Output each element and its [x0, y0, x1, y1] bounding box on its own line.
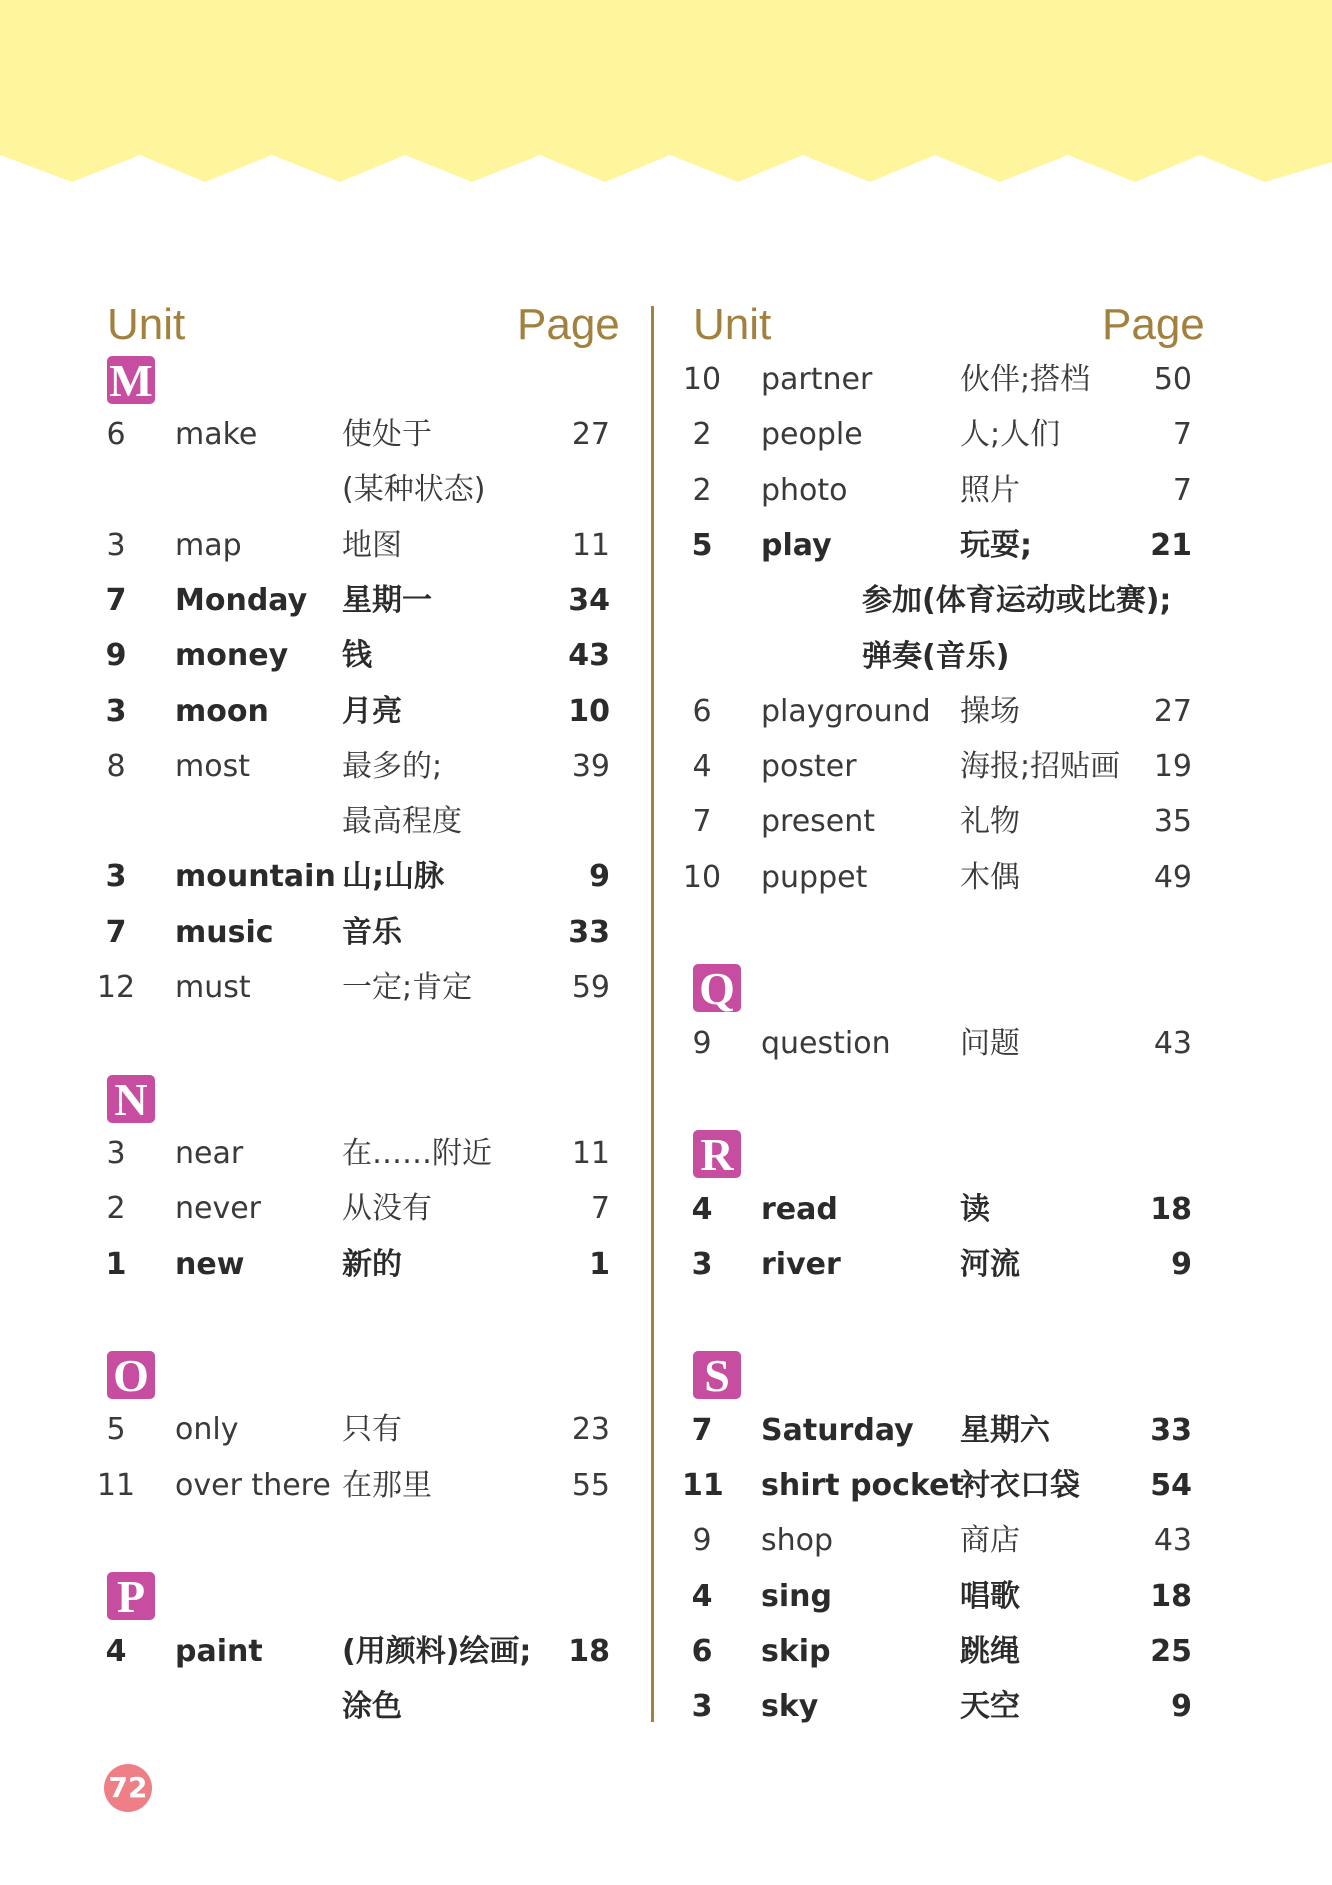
entry-unit: 10	[682, 362, 722, 397]
index-entry	[0, 915, 1332, 970]
entry-meaning: 玩耍;	[960, 527, 1032, 563]
entry-page: 33	[1150, 1412, 1192, 1448]
entry-page: 11	[571, 1135, 610, 1171]
entry-meaning: 海报;招贴画	[960, 749, 1121, 785]
entry-page: 9	[1171, 1689, 1192, 1725]
entry-word: Saturday	[761, 1412, 914, 1448]
page-header-left: Page	[517, 300, 620, 349]
entry-page: 35	[1153, 804, 1192, 840]
entry-word: near	[175, 1135, 244, 1171]
entry-meaning: 问题	[960, 1025, 1020, 1061]
entry-unit: 4	[105, 1633, 127, 1669]
entry-unit: 2	[692, 472, 712, 508]
entry-word: photo	[761, 472, 848, 508]
unit-header-left: Unit	[107, 300, 186, 349]
index-entry	[0, 860, 1332, 915]
entry-word: shop	[761, 1523, 834, 1559]
entry-unit: 4	[691, 1578, 713, 1614]
entry-unit: 2	[106, 1191, 126, 1227]
index-entry	[0, 1192, 1332, 1247]
entry-page: 25	[1150, 1633, 1192, 1669]
entry-meaning: 跳绳	[960, 1633, 1020, 1669]
entry-word: river	[761, 1246, 841, 1282]
index-entry	[0, 1247, 1332, 1302]
index-entry	[0, 804, 1332, 859]
entry-meaning: 涂色	[342, 1688, 402, 1724]
entry-meaning: 照片	[960, 472, 1020, 508]
entry-unit: 3	[691, 1689, 713, 1725]
entry-meaning: 参加(体育运动或比赛);	[862, 583, 1172, 619]
entry-page: 18	[568, 1633, 610, 1669]
index-entry	[0, 417, 1332, 472]
entry-meaning: 从没有	[342, 1191, 432, 1227]
entry-unit: 7	[691, 1412, 713, 1448]
entry-meaning: 伙伴;搭档	[960, 362, 1091, 397]
entry-word: people	[761, 417, 863, 453]
entry-page: 34	[568, 582, 610, 618]
index-entry	[0, 694, 1332, 749]
index-entry	[0, 583, 1332, 638]
entry-page: 43	[1153, 1523, 1192, 1559]
entry-word: question	[761, 1025, 891, 1061]
entry-meaning: 在那里	[342, 1467, 432, 1503]
entry-unit: 3	[106, 1135, 126, 1171]
index-entry	[0, 1026, 1332, 1081]
entry-page: 27	[1153, 693, 1192, 729]
entry-word: money	[175, 638, 289, 674]
entry-page: 9	[1171, 1246, 1192, 1282]
entry-word: map	[175, 527, 242, 563]
entry-meaning: 弹奏(音乐)	[862, 638, 1010, 674]
entry-word: partner	[761, 362, 873, 397]
entry-word: Monday	[175, 582, 308, 618]
entry-meaning: 新的	[342, 1246, 402, 1282]
entry-word: sing	[761, 1578, 832, 1614]
entry-page: 18	[1150, 1578, 1192, 1614]
section-letter-r: R	[693, 1130, 741, 1178]
entry-word: must	[175, 970, 251, 1005]
entry-unit: 9	[692, 1025, 712, 1061]
page-header-right: Page	[1102, 300, 1205, 349]
index-entry	[0, 1634, 1332, 1689]
entry-meaning: 星期六	[960, 1412, 1050, 1448]
entry-unit: 8	[106, 748, 126, 784]
index-entry	[0, 1579, 1332, 1634]
unit-header-right: Unit	[693, 300, 772, 349]
section-letter-q: Q	[693, 964, 741, 1012]
entry-unit: 4	[691, 1191, 713, 1227]
section-letter-o: O	[107, 1351, 155, 1399]
entry-page: 50	[1153, 362, 1192, 397]
entry-page: 9	[589, 859, 610, 895]
entry-page: 7	[590, 1191, 610, 1227]
entry-word: new	[175, 1246, 245, 1282]
entry-page: 54	[1150, 1468, 1192, 1503]
entry-page: 10	[568, 693, 610, 729]
entry-meaning: 一定;肯定	[342, 970, 473, 1005]
entry-word: music	[175, 914, 274, 950]
entry-page: 1	[589, 1246, 610, 1282]
entry-unit: 6	[691, 1633, 713, 1669]
entry-meaning: (某种状态)	[342, 472, 486, 508]
entry-meaning: 木偶	[960, 859, 1020, 895]
entry-word: playground	[761, 693, 931, 729]
index-entry	[0, 749, 1332, 804]
entry-meaning: (用颜料)绘画;	[342, 1633, 532, 1669]
entry-word: sky	[761, 1689, 819, 1725]
entry-word: skip	[761, 1633, 831, 1669]
entry-word: over there	[175, 1467, 331, 1503]
entry-word: most	[175, 748, 250, 784]
entry-unit: 7	[105, 582, 127, 618]
entry-page: 18	[1150, 1191, 1192, 1227]
entry-page: 23	[571, 1412, 610, 1448]
index-entry	[0, 473, 1332, 528]
index-entry	[0, 970, 1332, 1025]
entry-page: 11	[571, 527, 610, 563]
index-entry	[0, 528, 1332, 583]
page-number-badge: 72	[104, 1764, 152, 1812]
entry-page: 39	[571, 748, 610, 784]
entry-page: 49	[1153, 859, 1192, 895]
index-entry	[0, 639, 1332, 694]
entry-unit: 7	[105, 914, 127, 950]
entry-meaning: 月亮	[342, 693, 402, 729]
entry-meaning: 人;人们	[960, 417, 1061, 453]
entry-meaning: 操场	[960, 693, 1020, 729]
entry-word: shirt pocket	[761, 1468, 964, 1503]
entry-page: 7	[1172, 472, 1192, 508]
entry-meaning: 礼物	[960, 804, 1020, 840]
entry-word: never	[175, 1191, 262, 1227]
entry-unit: 9	[692, 1523, 712, 1559]
index-entry	[0, 1523, 1332, 1578]
section-letter-p: P	[107, 1572, 155, 1620]
entry-meaning: 钱	[342, 638, 372, 674]
entry-page: 21	[1150, 527, 1192, 563]
entry-word: only	[175, 1412, 239, 1448]
entry-meaning: 在……附近	[342, 1135, 492, 1171]
entry-unit: 3	[105, 859, 127, 895]
index-entry	[0, 1136, 1332, 1191]
entry-unit: 5	[691, 527, 713, 563]
entry-unit: 9	[105, 638, 127, 674]
entry-word: play	[761, 527, 832, 563]
entry-meaning: 天空	[960, 1689, 1020, 1725]
entry-word: present	[761, 804, 876, 840]
zigzag-banner	[0, 0, 1332, 200]
index-entry	[0, 1468, 1332, 1523]
entry-unit: 3	[105, 693, 127, 729]
entry-page: 19	[1153, 749, 1192, 785]
entry-word: make	[175, 417, 258, 452]
entry-meaning: 地图	[342, 527, 402, 563]
entry-meaning: 商店	[960, 1523, 1020, 1559]
entry-page: 43	[568, 638, 610, 674]
index-entry	[0, 1689, 1332, 1744]
entry-unit: 3	[691, 1246, 713, 1282]
entry-meaning: 最高程度	[342, 804, 462, 840]
entry-word: poster	[761, 749, 857, 785]
entry-meaning: 只有	[342, 1412, 402, 1448]
entry-unit: 2	[692, 417, 712, 453]
entry-word: moon	[175, 693, 269, 729]
entry-meaning: 唱歌	[960, 1578, 1020, 1614]
section-letter-m: M	[107, 356, 155, 404]
entry-unit: 11	[682, 1468, 724, 1503]
entry-unit: 5	[106, 1412, 126, 1448]
entry-page: 55	[571, 1467, 610, 1503]
entry-meaning: 河流	[960, 1246, 1020, 1282]
entry-unit: 3	[106, 527, 126, 563]
entry-word: paint	[175, 1633, 263, 1669]
entry-page: 43	[1153, 1025, 1192, 1061]
index-entry	[0, 1413, 1332, 1468]
entry-meaning: 星期一	[342, 582, 432, 618]
entry-word: puppet	[761, 859, 868, 895]
entry-unit: 7	[692, 804, 712, 840]
entry-word: read	[761, 1191, 838, 1227]
entry-word: mountain	[175, 859, 336, 895]
entry-unit: 10	[682, 859, 722, 895]
entry-meaning: 山;山脉	[342, 859, 444, 895]
entry-unit: 6	[106, 417, 126, 452]
entry-unit: 6	[692, 693, 712, 729]
entry-page: 7	[1172, 417, 1192, 453]
entry-unit: 4	[692, 749, 712, 785]
entry-page: 59	[571, 970, 610, 1005]
entry-unit: 12	[96, 970, 136, 1005]
entry-meaning: 最多的;	[342, 748, 443, 784]
section-letter-n: N	[107, 1075, 155, 1123]
entry-page: 33	[568, 914, 610, 950]
entry-page: 27	[571, 417, 610, 452]
entry-unit: 1	[105, 1246, 127, 1282]
entry-meaning: 使处于	[342, 417, 432, 452]
entry-meaning: 音乐	[342, 914, 402, 950]
index-entry	[0, 362, 1332, 417]
entry-meaning: 读	[960, 1191, 990, 1227]
entry-meaning: 衬衣口袋	[960, 1468, 1080, 1503]
entry-unit: 11	[96, 1467, 136, 1503]
section-letter-s: S	[693, 1351, 741, 1399]
